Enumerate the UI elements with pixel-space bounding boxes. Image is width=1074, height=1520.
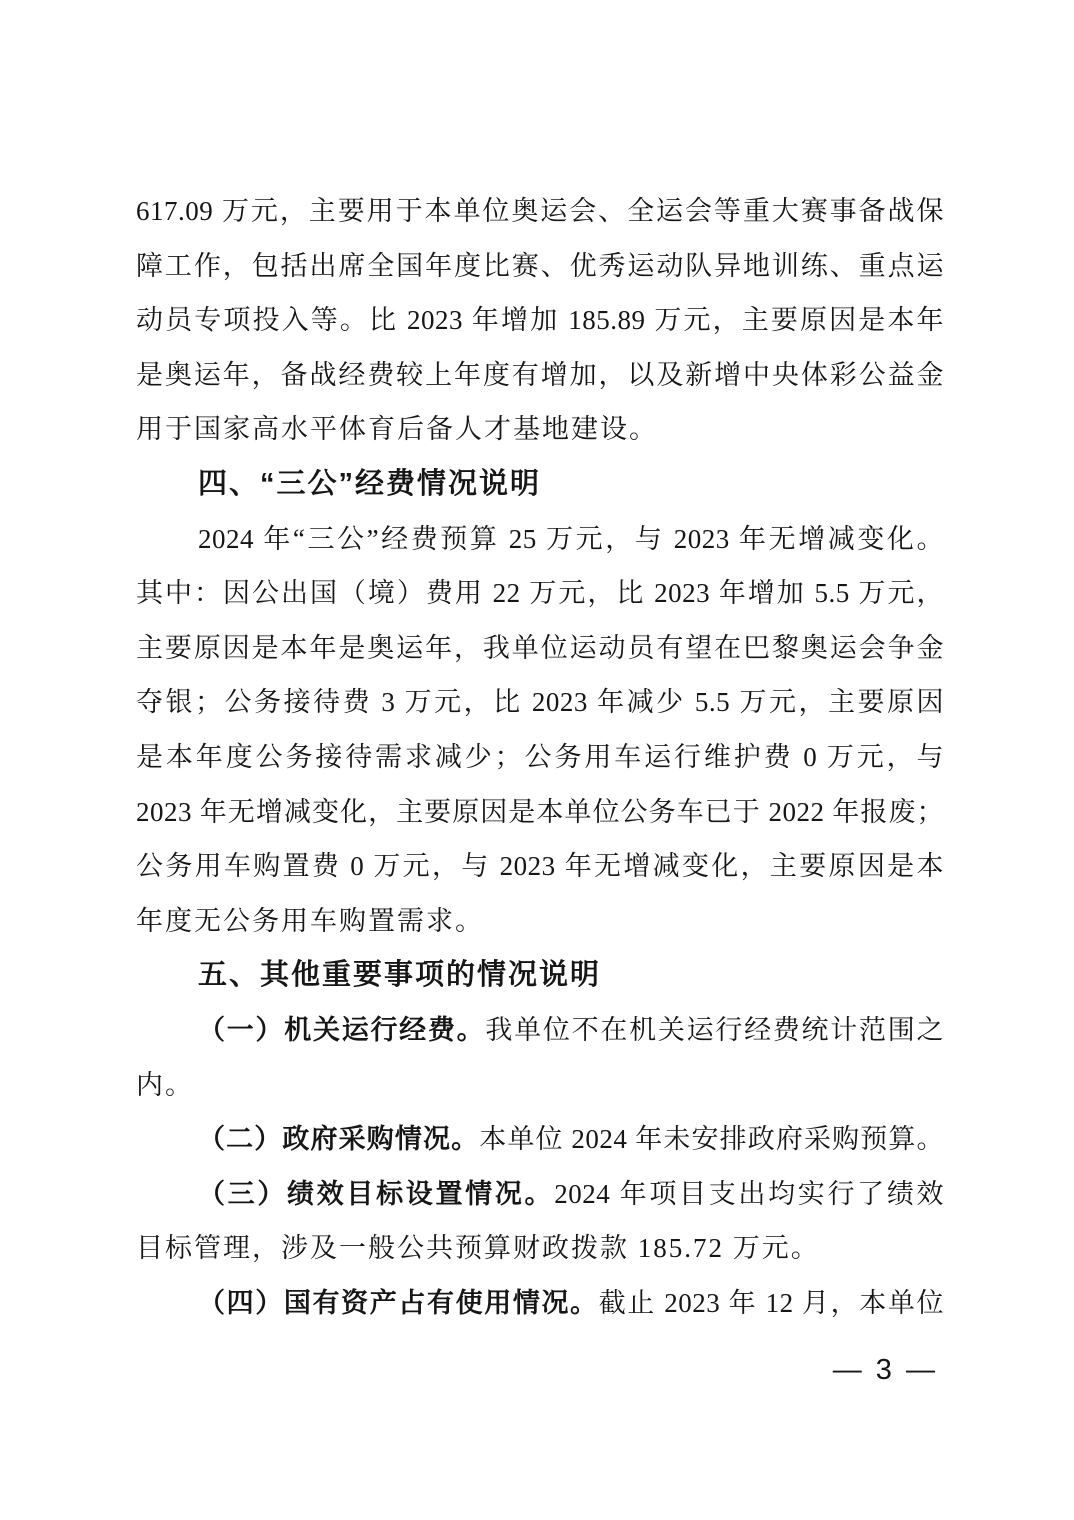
line-text: 617.09 万元，主要用于本单位奥运会、全运会等重大赛事备战保 — [136, 196, 944, 226]
text-line — [136, 402, 944, 457]
text-line — [136, 839, 944, 894]
text-line — [136, 184, 944, 239]
text-line — [136, 1003, 944, 1058]
document-body — [136, 184, 944, 1330]
line-text: 是奥运年，备战经费较上年度有增加，以及新增中央体彩公益金 — [136, 359, 944, 390]
text-line — [136, 894, 944, 949]
line-text: 动员专项投入等。比 2023 年增加 185.89 万元，主要原因是本年 — [136, 305, 944, 336]
run-in-heading: （一）机关运行经费。 — [198, 1014, 486, 1045]
line-text: 2024 年“三公”经费预算 25 万元，与 2023 年无增减变化。 — [198, 523, 944, 554]
line-text: 2023 年无增减变化，主要原因是本单位公务车已于 2022 年报废； — [136, 796, 944, 827]
text-line — [136, 1221, 944, 1276]
line-text: 年度无公务用车购置需求。 — [136, 905, 484, 936]
line-text: 用于国家高水平体育后备人才基地建设。 — [136, 414, 658, 445]
heading-text: 四、“三公”经费情况说明 — [198, 467, 542, 500]
text-line — [136, 1167, 944, 1222]
line-text: 障工作，包括出席全国年度比赛、优秀运动队异地训练、重点运 — [136, 250, 944, 281]
line-text: 是本年度公务接待需求减少；公务用车运行维护费 0 万元，与 — [136, 741, 944, 772]
line-text: 2024 年项目支出均实行了绩效 — [554, 1178, 945, 1209]
text-line — [136, 621, 944, 676]
text-line — [136, 512, 944, 567]
text-line — [136, 293, 944, 348]
page-number: — 3 — — [832, 1354, 938, 1386]
line-text: 本单位 2024 年未安排政府采购预算。 — [479, 1124, 945, 1155]
text-line — [136, 730, 944, 785]
text-line — [136, 785, 944, 840]
text-line — [136, 566, 944, 621]
line-text: 主要原因是本年是奥运年，我单位运动员有望在巴黎奥运会争金 — [136, 632, 944, 663]
run-in-heading: （二）政府采购情况。 — [198, 1124, 480, 1155]
heading-text: 五、其他重要事项的情况说明 — [198, 959, 602, 992]
text-line — [136, 675, 944, 730]
line-text: 公务用车购置费 0 万元，与 2023 年无增减变化，主要原因是本 — [136, 851, 944, 882]
line-text: 我单位不在机关运行经费统计范围之 — [485, 1014, 945, 1045]
text-line — [136, 239, 944, 294]
text-line — [136, 1058, 944, 1113]
line-text: 夺银；公务接待费 3 万元，比 2023 年减少 5.5 万元，主要原因 — [136, 687, 944, 718]
text-line — [136, 1112, 944, 1167]
text-line — [136, 1276, 944, 1331]
run-in-heading: （四）国有资产占有使用情况。 — [198, 1287, 599, 1318]
line-text: 目标管理，涉及一般公共预算财政拨款 185.72 万元。 — [136, 1233, 820, 1264]
section-heading-4 — [136, 457, 944, 512]
run-in-heading: （三）绩效目标设置情况。 — [198, 1178, 555, 1209]
line-text: 其中：因公出国（境）费用 22 万元，比 2023 年增加 5.5 万元， — [136, 578, 944, 609]
line-text: 内。 — [136, 1069, 194, 1100]
line-text: 截止 2023 年 12 月，本单位 — [598, 1287, 945, 1318]
section-heading-5 — [136, 948, 944, 1003]
text-line — [136, 348, 944, 403]
